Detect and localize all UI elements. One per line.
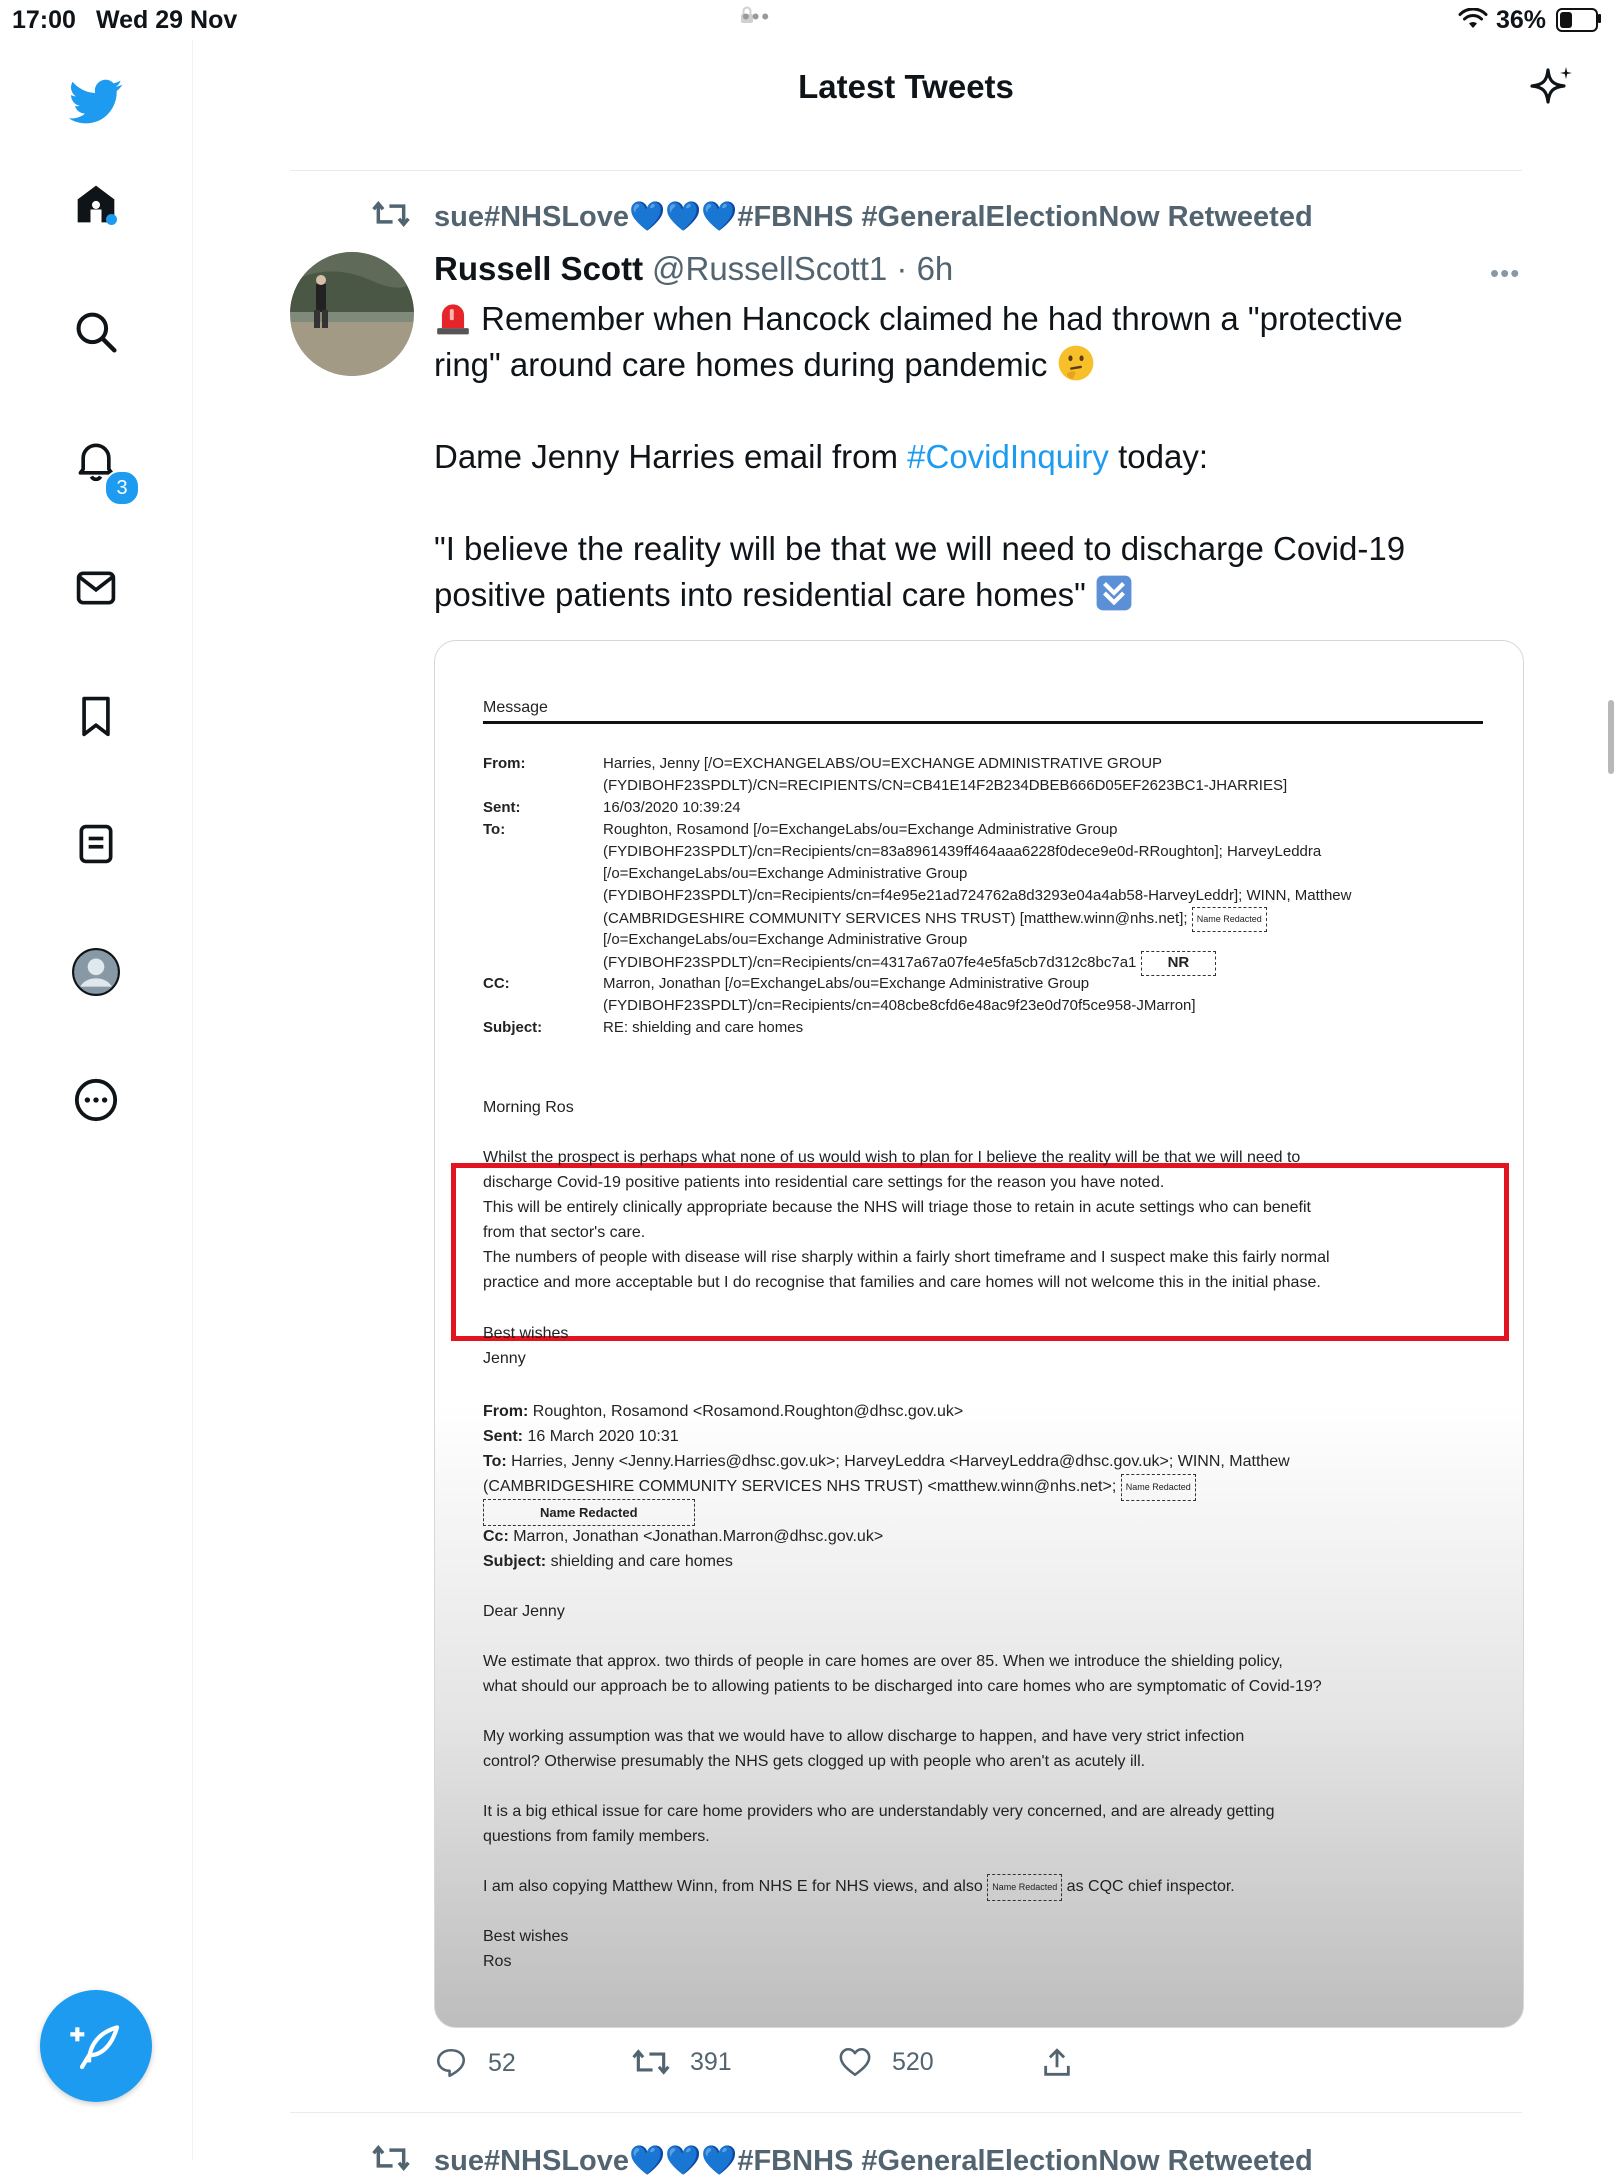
doc-cc-1: Marron, Jonathan [/o=ExchangeLabs/ou=Exchange Administrative Group xyxy=(603,975,1090,992)
tweet-text-line xyxy=(434,526,1405,572)
doc-highlight-4: from that sector's care. xyxy=(483,1224,646,1241)
divider xyxy=(290,2112,1522,2113)
more-options-icon[interactable] xyxy=(64,1068,128,1132)
retweet-button[interactable] xyxy=(632,2046,732,2078)
sparkle-icon[interactable] xyxy=(1528,64,1576,112)
doc-fw-signoff-2: Ros xyxy=(483,1953,512,1970)
doc-fw-subject xyxy=(483,1549,733,1574)
status-time: 17:00 xyxy=(12,6,76,34)
bookmarks-icon[interactable] xyxy=(64,684,128,748)
doc-to-2: (FYDIBOHF23SPDLT)/cn=Recipients/cn=83a8961439ff464aaa6228f0dece9e0d-RRoughton]; HarveyLeddra xyxy=(603,843,1322,860)
blue-heart-icon: 💙💙💙 xyxy=(629,2145,738,2177)
doc-fw-redacted-line xyxy=(483,1499,695,1526)
home-icon[interactable] xyxy=(64,172,128,236)
compose-feather-icon xyxy=(68,2018,124,2074)
tweet-text-4: "I believe the reality will be that we will need to discharge Covid-19 xyxy=(434,530,1406,567)
doc-signoff-1: Best wishes xyxy=(483,1325,569,1342)
retweet-count: 391 xyxy=(690,2047,732,2076)
doc-fw-p3b: questions from family members. xyxy=(483,1828,710,1845)
thinking-face-emoji-icon xyxy=(1057,344,1095,382)
doc-name-redacted-box: Name Redacted xyxy=(483,1499,695,1526)
doc-sent-label: Sent: xyxy=(483,799,521,816)
doc-fw-p1b: what should our approach be to allowing patients to be discharged into care homes who are symptomatic of Covid-19? xyxy=(483,1678,1322,1695)
page-title: Latest Tweets xyxy=(798,68,1014,105)
doc-fw-signoff-1: Best wishes xyxy=(483,1928,569,1945)
status-bar xyxy=(0,0,1620,40)
email-document xyxy=(483,699,1483,1970)
tweet-text-1: Remember when Hancock claimed he had thrown a "protective xyxy=(481,300,1403,337)
divider xyxy=(290,170,1522,171)
doc-highlight-1: Whilst the prospect is perhaps what none of us would wish to plan for I believe the reality will be that we will need to xyxy=(483,1149,1301,1166)
doc-to-5: (CAMBRIDGESHIRE COMMUNITY SERVICES NHS TRUST) [matthew.winn@nhs.net]; xyxy=(603,910,1188,927)
lists-icon[interactable] xyxy=(64,812,128,876)
doc-highlight-6: practice and more acceptable but I do recognise that families and care homes will not welcome this in the initial phase. xyxy=(483,1274,1321,1291)
doc-fw-subject-label: Subject: xyxy=(483,1553,547,1570)
doc-to-4: (FYDIBOHF23SPDLT)/cn=Recipients/cn=f4e95e21ad724762a8d3293e04a4ab58-HarveyLeddr]; WINN, Matthew xyxy=(603,887,1352,904)
like-count: 520 xyxy=(892,2047,934,2076)
doc-highlight-3: This will be entirely clinically appropriate because the NHS will triage those to retain in acute settings who can benefit xyxy=(483,1199,1311,1216)
multitask-dots-icon[interactable]: ••• xyxy=(742,4,772,29)
doc-highlight-2: discharge Covid-19 positive patients into residential care settings for the reason you have noted. xyxy=(483,1174,1165,1191)
notifications-badge: 3 xyxy=(104,470,140,506)
doc-fw-p2a: My working assumption was that we would have to allow discharge to happen, and have very strict infection xyxy=(483,1728,1245,1745)
doc-fw-from-value: Roughton, Rosamond <Rosamond.Roughton@dhsc.gov.uk> xyxy=(528,1403,964,1420)
tweet-text-line xyxy=(434,434,1208,480)
doc-fw-sent-value: 16 March 2020 10:31 xyxy=(523,1428,679,1445)
tweet-text-line xyxy=(434,342,1095,388)
battery-icon xyxy=(1556,8,1598,32)
doc-to-line-5 xyxy=(603,907,1267,932)
timeline-header xyxy=(192,40,1620,132)
doc-to-line-7 xyxy=(603,951,1216,976)
doc-fw-cc-label: Cc: xyxy=(483,1528,509,1545)
doc-from-label: From: xyxy=(483,755,526,772)
doc-fw-sent xyxy=(483,1424,679,1449)
doc-fw-from-label: From: xyxy=(483,1403,529,1420)
author-name[interactable]: Russell Scott xyxy=(434,250,644,287)
doc-name-redacted-tag: Name Redacted xyxy=(1121,1474,1196,1501)
doc-fw-from xyxy=(483,1399,963,1424)
like-heart-icon xyxy=(838,2046,872,2078)
doc-fw-p1a: We estimate that approx. two thirds of people in care homes are over 85. When we introduce the shielding policy, xyxy=(483,1653,1283,1670)
doc-highlight-5: The numbers of people with disease will rise sharply within a fairly short timeframe and I suspect make this fairly normal xyxy=(483,1249,1330,1266)
compose-tweet-button[interactable] xyxy=(40,1990,152,2102)
doc-fw-to-line-2 xyxy=(483,1474,1196,1501)
doc-fw-to-1: Harries, Jenny <Jenny.Harries@dhsc.gov.uk>; HarveyLeddra <HarveyLeddra@dhsc.gov.uk>; WINN, Matthew xyxy=(506,1453,1290,1470)
tweet-text-3b: today: xyxy=(1108,438,1208,475)
retweeted-suffix: #FBNHS #GeneralElectionNow Retweeted xyxy=(737,201,1313,233)
doc-cc-label: CC: xyxy=(483,975,510,992)
search-icon[interactable] xyxy=(64,300,128,364)
next-retweeted-by[interactable] xyxy=(434,2144,1313,2178)
tweet-text-2: ring" around care homes during pandemic xyxy=(434,346,1048,383)
reply-button[interactable] xyxy=(434,2046,516,2080)
blue-heart-icon: 💙💙💙 xyxy=(629,201,738,233)
share-icon xyxy=(1040,2046,1074,2080)
messages-icon[interactable] xyxy=(64,556,128,620)
doc-to-3: [/o=ExchangeLabs/ou=Exchange Administrative Group xyxy=(603,865,968,882)
doc-to-7: (FYDIBOHF23SPDLT)/cn=Recipients/cn=4317a67a07fe4e5fa5cb7d312c8bc7a1 xyxy=(603,954,1137,971)
doc-fw-sent-label: Sent: xyxy=(483,1428,523,1445)
doc-fw-cc xyxy=(483,1524,883,1549)
tweet-more-icon[interactable]: ••• xyxy=(1490,258,1521,288)
doc-fw-subject-value: shielding and care homes xyxy=(546,1553,733,1570)
twitter-logo-icon[interactable] xyxy=(64,70,128,134)
doc-fw-p3a: It is a big ethical issue for care home providers who are understandably very concerned, and are already getting xyxy=(483,1803,1275,1820)
doc-name-redacted-tag: Name Redacted xyxy=(987,1874,1062,1901)
doc-fw-to-label: To: xyxy=(483,1453,507,1470)
battery-nub xyxy=(1598,14,1601,23)
doc-cc-2: (FYDIBOHF23SPDLT)/cn=Recipients/cn=408cbe8cfd6e48ac9f23e0d70f5ce958-JMarron] xyxy=(603,997,1196,1014)
tweet-text-3a: Dame Jenny Harries email from xyxy=(434,438,908,475)
doc-fw-p4b: as CQC chief inspector. xyxy=(1062,1878,1235,1895)
doc-name-redacted-tag: Name Redacted xyxy=(1192,907,1267,932)
doc-fw-p4a: I am also copying Matthew Winn, from NHS E for NHS views, and also xyxy=(483,1878,988,1895)
share-button[interactable] xyxy=(1040,2046,1074,2080)
doc-fw-to xyxy=(483,1449,1290,1474)
doc-subject-label: Subject: xyxy=(483,1019,543,1036)
reply-count: 52 xyxy=(488,2048,516,2077)
retweet-icon xyxy=(632,2046,670,2078)
police-light-emoji-icon xyxy=(434,298,472,336)
scrollbar[interactable] xyxy=(1608,700,1614,774)
author-avatar[interactable] xyxy=(290,252,414,376)
author-handle[interactable]: @RussellScott1 · 6h xyxy=(652,250,954,287)
wifi-icon xyxy=(1458,8,1488,30)
doc-signoff-2: Jenny xyxy=(483,1350,526,1367)
retweet-indicator-icon xyxy=(372,2142,410,2174)
tweet-media-image[interactable] xyxy=(434,640,1524,2028)
doc-fw-greeting: Dear Jenny xyxy=(483,1603,565,1620)
doc-from-1: Harries, Jenny [/O=EXCHANGELABS/OU=EXCHANGE ADMINISTRATIVE GROUP xyxy=(603,755,1163,772)
profile-avatar-icon[interactable] xyxy=(64,940,128,1004)
doc-to-label: To: xyxy=(483,821,506,838)
doc-heading: Message xyxy=(483,699,548,716)
reply-icon xyxy=(434,2046,468,2080)
doc-to-6: [/o=ExchangeLabs/ou=Exchange Administrative Group xyxy=(603,931,968,948)
doc-rule xyxy=(483,721,1483,724)
tweet-actions xyxy=(434,2040,1522,2092)
retweeted-by[interactable] xyxy=(434,200,1313,234)
doc-subject: RE: shielding and care homes xyxy=(603,1019,804,1036)
battery-percent: 36% xyxy=(1496,6,1547,34)
doc-fw-p4 xyxy=(483,1874,1235,1901)
doc-from-2: (FYDIBOHF23SPDLT)/CN=RECIPIENTS/CN=CB41E14F2B234DBEB666D05EF2623BC1-JHARRIES] xyxy=(603,777,1288,794)
like-button[interactable] xyxy=(838,2046,934,2078)
covidinquiry-hashtag-link[interactable]: #CovidInquiry xyxy=(907,438,1109,475)
next-retweeter-name: sue#NHSLove xyxy=(434,2145,630,2177)
doc-nr-redaction: NR xyxy=(1141,951,1217,976)
doc-fw-p2b: control? Otherwise presumably the NHS gets clogged up with people who aren't as acutely ill. xyxy=(483,1753,1146,1770)
tweet-text-5: positive patients into residential care homes" xyxy=(434,576,1086,613)
next-retweeted-suffix: #FBNHS #GeneralElectionNow Retweeted xyxy=(737,2145,1313,2177)
retweeter-name: sue#NHSLove xyxy=(434,201,630,233)
doc-fw-to-2: (CAMBRIDGESHIRE COMMUNITY SERVICES NHS TRUST) <matthew.winn@nhs.net>; xyxy=(483,1478,1117,1495)
doc-greeting: Morning Ros xyxy=(483,1099,574,1116)
home-new-indicator xyxy=(106,214,117,225)
double-down-arrow-emoji-icon xyxy=(1095,574,1133,612)
sidebar xyxy=(0,40,193,2160)
tweet-text-line xyxy=(434,296,1403,342)
doc-sent: 16/03/2020 10:39:24 xyxy=(603,799,741,816)
doc-to-1: Roughton, Rosamond [/o=ExchangeLabs/ou=Exchange Administrative Group xyxy=(603,821,1118,838)
doc-fw-cc-value: Marron, Jonathan <Jonathan.Marron@dhsc.gov.uk> xyxy=(508,1528,884,1545)
retweet-indicator-icon xyxy=(372,198,410,230)
status-date: Wed 29 Nov xyxy=(96,6,238,34)
tweet-text-line xyxy=(434,572,1133,618)
